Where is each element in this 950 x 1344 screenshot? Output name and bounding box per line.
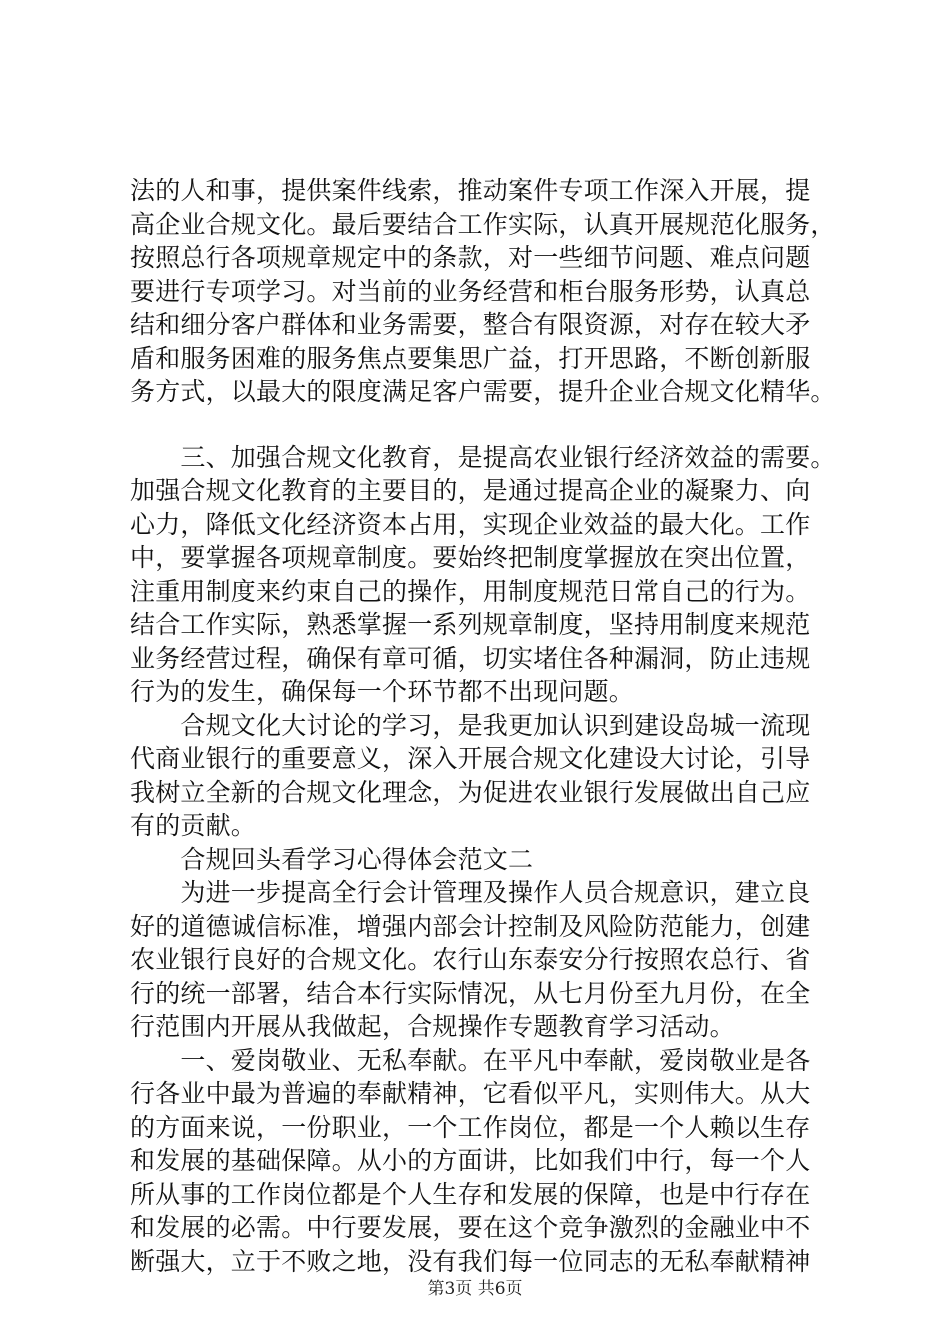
text-line: 行各业中最为普遍的奉献精神，它看似平凡，实则伟大。从大 xyxy=(130,1079,811,1108)
text-line: 心力，降低文化经济资本占用，实现企业效益的最大化。工作 xyxy=(130,509,811,539)
section-heading: 合规回头看学习心得体会范文二 xyxy=(130,844,534,874)
text-line: 按照总行各项规章规定中的条款，对一些细节问题、难点问题 xyxy=(130,243,811,272)
text-line: 中，要掌握各项规章制度。要始终把制度掌握放在突出位置， xyxy=(130,543,811,572)
text-line: 为进一步提高全行会计管理及操作人员合规意识，建立良 xyxy=(130,878,811,907)
text-line: 和发展的必需。中行要发展，要在这个竞争激烈的金融业中不 xyxy=(130,1213,811,1242)
text-line: 三、加强合规文化教育，是提高农业银行经济效益的需要。 xyxy=(130,442,836,472)
text-line: 结合工作实际，熟悉掌握一系列规章制度，坚持用制度来规范 xyxy=(130,610,811,639)
text-line: 断强大，立于不败之地，没有我们每一位同志的无私奉献精神 xyxy=(130,1246,811,1276)
text-line: 行的统一部署，结合本行实际情况，从七月份至九月份，在全 xyxy=(130,978,811,1008)
text-line: 的方面来说，一份职业，一个工作岗位，都是一个人赖以生存 xyxy=(130,1112,811,1142)
text-line: 代商业银行的重要意义，深入开展合规文化建设大讨论，引导 xyxy=(130,744,811,773)
text-line: 行为的发生，确保每一个环节都不出现问题。 xyxy=(130,677,635,706)
paragraph-1 xyxy=(130,174,836,409)
paragraph-2 xyxy=(130,441,836,1279)
text-line: 合规文化大讨论的学习，是我更加认识到建设岛城一流现 xyxy=(130,710,811,740)
text-line: 业务经营过程，确保有章可循，切实堵住各种漏洞，防止违规 xyxy=(130,643,811,673)
text-line: 我树立全新的合规文化理念，为促进农业银行发展做出自己应 xyxy=(130,777,811,807)
text-line: 有的贡献。 xyxy=(130,811,257,840)
text-line: 盾和服务困难的服务焦点要集思广益，打开思路，不断创新服 xyxy=(130,343,811,373)
text-line: 一、爱岗敬业、无私奉献。在平凡中奉献，爱岗敬业是各 xyxy=(130,1045,811,1075)
text-line: 高企业合规文化。最后要结合工作实际，认真开展规范化服务， xyxy=(130,209,836,239)
text-line: 要进行专项学习。对当前的业务经营和柜台服务形势，认真总 xyxy=(130,276,811,306)
text-line: 所从事的工作岗位都是个人生存和发展的保障，也是中行存在 xyxy=(130,1179,811,1209)
text-line: 务方式，以最大的限度满足客户需要，提升企业合规文化精华。 xyxy=(130,377,836,406)
text-line: 结和细分客户群体和业务需要，整合有限资源，对存在较大矛 xyxy=(130,310,811,339)
page-number-footer: 第3页 共6页 xyxy=(427,1279,523,1299)
text-line: 农业银行良好的合规文化。农行山东泰安分行按照农总行、省 xyxy=(130,945,811,974)
text-line: 和发展的基础保障。从小的方面讲，比如我们中行，每一个人 xyxy=(130,1146,811,1175)
paragraph-spacer xyxy=(130,409,830,441)
text-line: 加强合规文化教育的主要目的，是通过提高企业的凝聚力、向 xyxy=(130,476,811,505)
text-line: 法的人和事，提供案件线索，推动案件专项工作深入开展，提 xyxy=(130,176,811,205)
document-body xyxy=(130,174,836,1278)
text-line: 好的道德诚信标准，增强内部会计控制及风险防范能力，创建 xyxy=(130,911,811,941)
text-line: 注重用制度来约束自己的操作，用制度规范日常自己的行为。 xyxy=(130,576,811,606)
text-line: 行范围内开展从我做起，合规操作专题教育学习活动。 xyxy=(130,1012,735,1041)
